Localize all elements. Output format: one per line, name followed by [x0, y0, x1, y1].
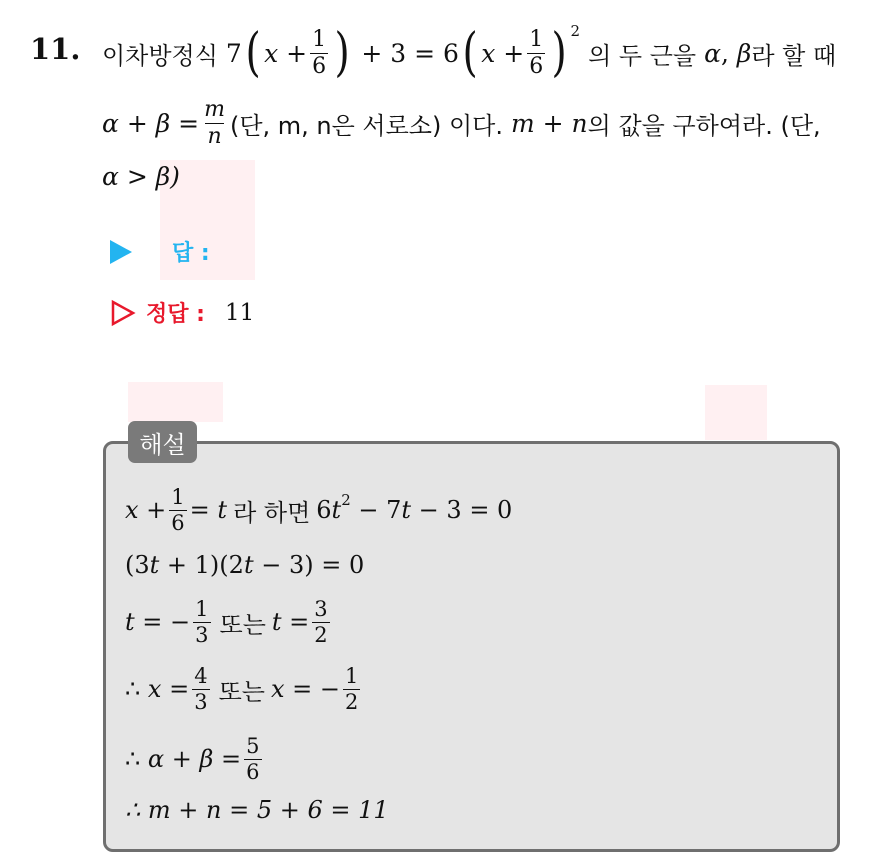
- problem-condition-text: 라 할 때: [751, 41, 837, 70]
- solution-step-2: (3 t + 1)(2 t − 3) = 0: [125, 551, 365, 579]
- roots-symbols: α, β: [704, 38, 752, 68]
- problem-intro: 이차방정식: [102, 41, 218, 70]
- coprime-condition: (단, m, n은 서로소) 이다.: [229, 111, 503, 140]
- problem-line-1: [102, 24, 836, 82]
- background-smudge: [705, 385, 767, 440]
- problem-line-2: [102, 94, 821, 152]
- problem-roots-text: 의 두 근을: [588, 41, 697, 70]
- solution-step-1: x + $\frac{1}{6}$ = t 라 하면 6 t $^2$ − 7 t − 3 = 0: [125, 484, 513, 535]
- solution-tag: 해설: [128, 421, 197, 463]
- target-expression: m + n: [510, 108, 588, 138]
- solution-step-5: ∴ α + β = $\frac{5}{6}$: [125, 733, 260, 784]
- substitution-text: 라 하면: [233, 498, 311, 527]
- equation: 7 ( x + $\frac{1}{6}$ ) + 3 = 6 ( x + $\frac{1}{6}$ ) $^2$: [225, 22, 581, 83]
- answer-blank-row: [110, 236, 210, 267]
- solution-step-3: t = − $\frac{1}{3}$ 또는 t = $\frac{3}{2}$: [125, 596, 328, 647]
- filled-triangle-icon: [110, 240, 132, 264]
- question-text: 의 값을 구하여라. (단,: [587, 111, 821, 140]
- or-text: 또는: [219, 610, 266, 639]
- order-condition: α > β): [102, 161, 180, 191]
- correct-answer-label: 정답 :: [146, 302, 205, 327]
- background-smudge: [128, 382, 223, 422]
- solution-step-4: ∴ x = $\frac{4}{3}$ 또는 x = − $\frac{1}{2}$: [125, 663, 359, 714]
- sum-expression: α + β = $\frac{m}{n}$: [102, 96, 225, 149]
- problem-number: 11.: [30, 32, 81, 66]
- or-text: 또는: [218, 677, 265, 706]
- problem-line-3: [102, 158, 180, 194]
- correct-answer-value: 11: [224, 299, 255, 326]
- correct-answer-row: [110, 297, 254, 328]
- answer-blank-label: 답 :: [172, 241, 210, 266]
- solution-step-6: ∴ m + n = 5 + 6 = 11: [125, 796, 389, 824]
- outline-triangle-icon: [110, 299, 136, 327]
